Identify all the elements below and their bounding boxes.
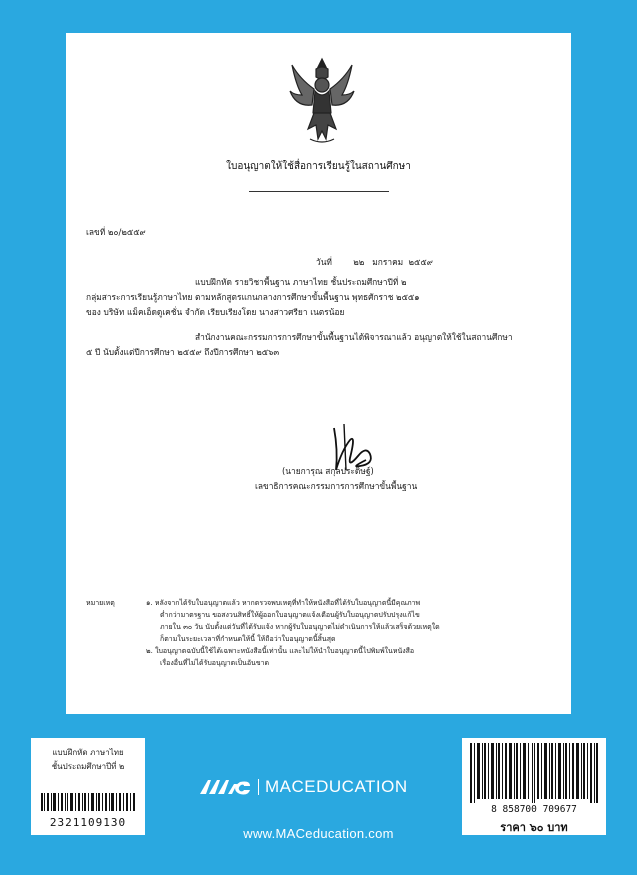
isbn-barcode-box (462, 738, 606, 835)
brand-logo (200, 775, 408, 799)
isbn-number: 8 858700 709677 (491, 804, 577, 815)
label-code: 2321109130 (49, 816, 127, 829)
label-line1: แบบฝึกหัด ภาษาไทย (52, 748, 124, 757)
note2-line1: ๒. ใบอนุญาตฉบับนี้ใช้ได้เฉพาะหนังสือนี้เท่านั้น และไม่ให้นำใบอนุญาตนี้ไปพิมพ์ในหนังสือ (146, 647, 415, 655)
note1-line2: ต่ำกว่ามาตรฐาน ขอสงวนสิทธิ์ให้ผู้ออกใบอนุญาตแจ้งเตือนผู้รับใบอนุญาตปรับปรุงแก้ไข (160, 611, 420, 619)
para1-line3: ของ บริษัท แม็คเอ็ดดูเคชั่น จำกัด เรียบเรียงโดย นางสาวศรียา เนตรน้อย (86, 307, 345, 317)
signer-title: เลขาธิการคณะกรรมการการศึกษาขั้นพื้นฐาน (255, 481, 418, 491)
note1-line1: ๑. หลังจากได้รับใบอนุญาตแล้ว หากตรวจพบเหตุที่ทำให้หนังสือที่ได้รับใบอนุญาตนี้มีคุณภาพ (146, 599, 421, 607)
title-label-box (31, 738, 145, 835)
label-line2: ชั้นประถมศึกษาปีที่ ๒ (51, 762, 125, 771)
brand-divider (258, 779, 259, 795)
note1-line3: ภายใน ๓๐ วัน นับตั้งแต่วันที่ได้รับแจ้ง หากผู้รับใบอนุญาตไม่ดำเนินการให้แล้วเสร็จด้วยเหตุใด (160, 623, 440, 631)
para1-line2: กลุ่มสาระการเรียนรู้ภาษาไทย ตามหลักสูตรแกนกลางการศึกษาขั้นพื้นฐาน พุทธศักราช ๒๕๕๑ (86, 292, 420, 302)
reference-number: เลขที่ ๒๐/๒๕๕๙ (86, 227, 146, 237)
para1-line1: แบบฝึกหัด รายวิชาพื้นฐาน ภาษาไทย ชั้นประถมศึกษาปีที่ ๒ (195, 277, 407, 287)
title-divider (249, 191, 389, 192)
small-barcode-icon (41, 793, 135, 811)
garuda-emblem-icon (288, 55, 356, 147)
brand-name: MACEDUCATION (265, 777, 408, 796)
issue-date: วันที่ ๒๒ มกราคม ๒๕๕๙ (316, 257, 433, 267)
para2-line1: สำนักงานคณะกรรมการการศึกษาขั้นพื้นฐานได้พิจารณาแล้ว อนุญาตให้ใช้ในสถานศึกษา (195, 332, 513, 342)
para2-line2: ๕ ปี นับตั้งแต่ปีการศึกษา ๒๕๕๙ ถึงปีการศึกษา ๒๕๖๓ (86, 347, 280, 357)
note2-line2: เรื่องอื่นที่ไม่ได้รับอนุญาตเป็นอันขาด (160, 659, 270, 667)
note1-line4: ก็ตามในระยะเวลาที่กำหนดให้นี้ ให้ถือว่าใบอนุญาตนี้สิ้นสุด (160, 635, 336, 643)
document-title: ใบอนุญาตให้ใช้สื่อการเรียนรู้ในสถานศึกษา (226, 161, 411, 172)
license-document (66, 33, 571, 714)
isbn-barcode-icon (470, 743, 598, 803)
website-url[interactable]: www.MACeducation.com (243, 826, 394, 841)
mac-logo-icon (200, 778, 252, 796)
price-label: ราคา ๖๐ บาท (500, 821, 568, 834)
notes-label: หมายเหตุ (86, 599, 115, 607)
signer-name: (นายการุณ สกุลประดิษฐ์) (282, 466, 374, 476)
